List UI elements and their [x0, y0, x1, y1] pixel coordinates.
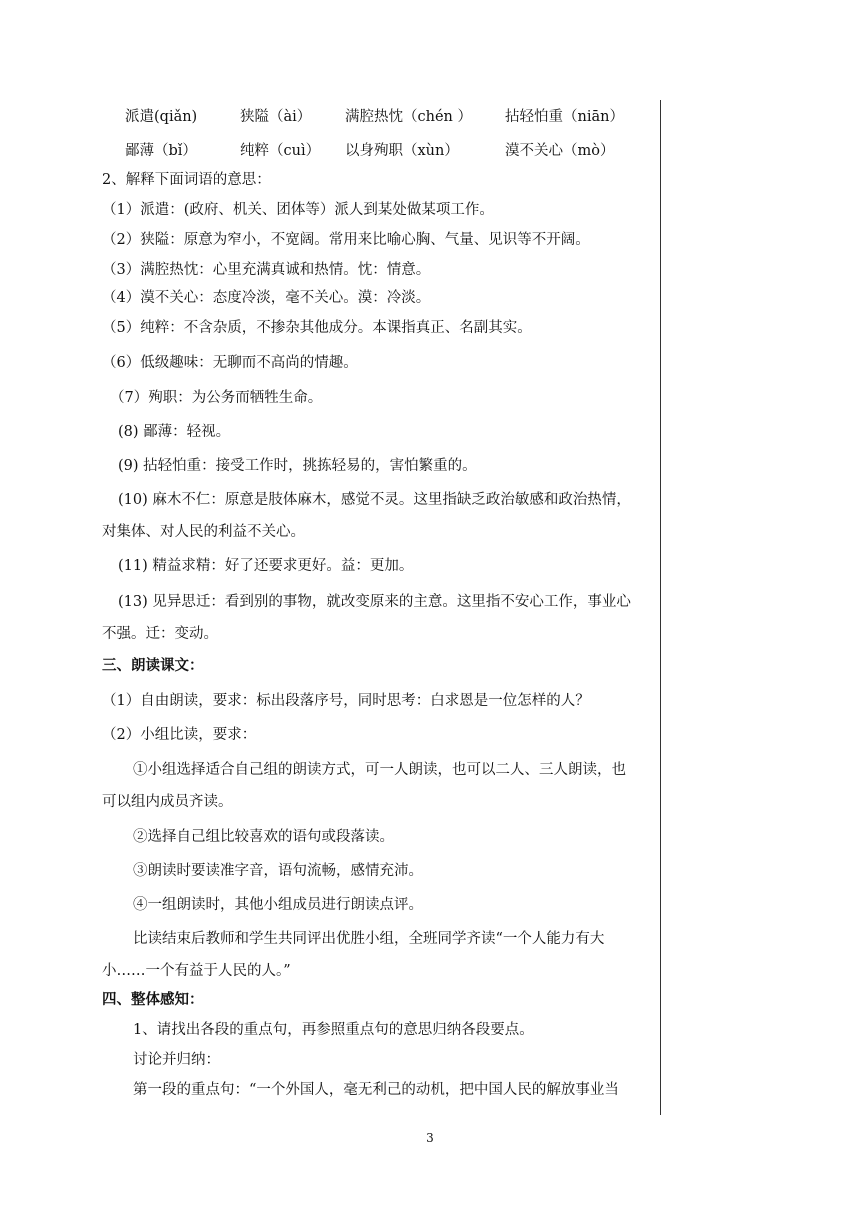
overview-item: 1、请找出各段的重点句，再参照重点句的意思归纳各段要点。: [133, 1022, 534, 1038]
reading-requirement: ①小组选择适合自己组的朗读方式，可一人朗读，也可以二人、三人朗读，也: [133, 762, 626, 778]
definition-item: （5）纯粹：不含杂质，不掺杂其他成分。本课指真正、名副其实。: [102, 320, 532, 336]
pinyin-word: 以身殉职（xùn）: [345, 143, 459, 159]
definition-item: （4）漠不关心：态度冷淡，毫不关心。漠：冷淡。: [102, 290, 431, 306]
definition-item: (8) 鄙薄：轻视。: [118, 424, 231, 440]
reading-summary: 比读结束后教师和学生共同评出优胜小组，全班同学齐读“一个人能力有大: [133, 931, 605, 947]
reading-item: （2）小组比读，要求：: [102, 727, 257, 743]
section-heading-reading: 三、朗读课文：: [102, 657, 204, 674]
reading-requirement: ③朗读时要读准字音，语句流畅，感情充沛。: [133, 863, 423, 879]
definition-item: (10) 麻木不仁：原意是肢体麻木，感觉不灵。这里指缺乏政治敏感和政治热情，: [118, 492, 631, 508]
definition-item: (9) 拈轻怕重：接受工作时，挑拣轻易的，害怕繁重的。: [118, 458, 477, 474]
pinyin-word: 纯粹（cuì）: [240, 143, 321, 159]
definition-item: (11) 精益求精：好了还要求更好。益：更加。: [118, 558, 414, 574]
pinyin-word: 鄙薄（bǐ）: [125, 143, 197, 159]
definition-item: (13) 见异思迁：看到别的事物，就改变原来的主意。这里指不安心工作，事业心: [118, 594, 631, 610]
overview-item: 第一段的重点句：“一个外国人，毫无利己的动机，把中国人民的解放事业当: [133, 1082, 619, 1098]
reading-summary-continuation: 小……一个有益于人民的人。”: [102, 963, 291, 979]
definition-item: （2）狭隘：原意为窄小，不宽阔。常用来比喻心胸、气量、见识等不开阔。: [102, 232, 590, 248]
pinyin-word: 漠不关心（mò）: [505, 143, 615, 159]
page-number: 3: [426, 1131, 434, 1145]
definition-item: （1）派遣：(政府、机关、团体等）派人到某处做某项工作。: [102, 202, 494, 218]
pinyin-word: 满腔热忱（chén ）: [345, 109, 472, 125]
overview-item: 讨论并归纳：: [133, 1052, 220, 1068]
pinyin-word: 派遣(qiǎn): [125, 109, 198, 125]
section-heading: 2、解释下面词语的意思：: [102, 172, 271, 188]
definition-item: （6）低级趣味：无聊而不高尚的情趣。: [102, 355, 358, 371]
section-heading-overview: 四、整体感知：: [102, 991, 204, 1008]
reading-requirement: ④一组朗读时，其他小组成员进行朗读点评。: [133, 897, 423, 913]
margin-rule: [660, 100, 661, 1115]
pinyin-word: 拈轻怕重（niān）: [505, 109, 624, 125]
definition-continuation: 对集体、对人民的利益不关心。: [102, 524, 305, 540]
definition-item: （7）殉职：为公务而牺牲生命。: [110, 390, 323, 406]
definition-item: （3）满腔热忱：心里充满真诚和热情。忱：情意。: [102, 262, 431, 278]
pinyin-word: 狭隘（ài）: [240, 109, 312, 125]
reading-item: （1）自由朗读，要求：标出段落序号，同时思考：白求恩是一位怎样的人？: [102, 693, 590, 709]
definition-continuation: 不强。迁：变动。: [102, 626, 218, 642]
reading-requirement: ②选择自己组比较喜欢的语句或段落读。: [133, 829, 394, 845]
reading-requirement-continuation: 可以组内成员齐读。: [102, 794, 233, 810]
